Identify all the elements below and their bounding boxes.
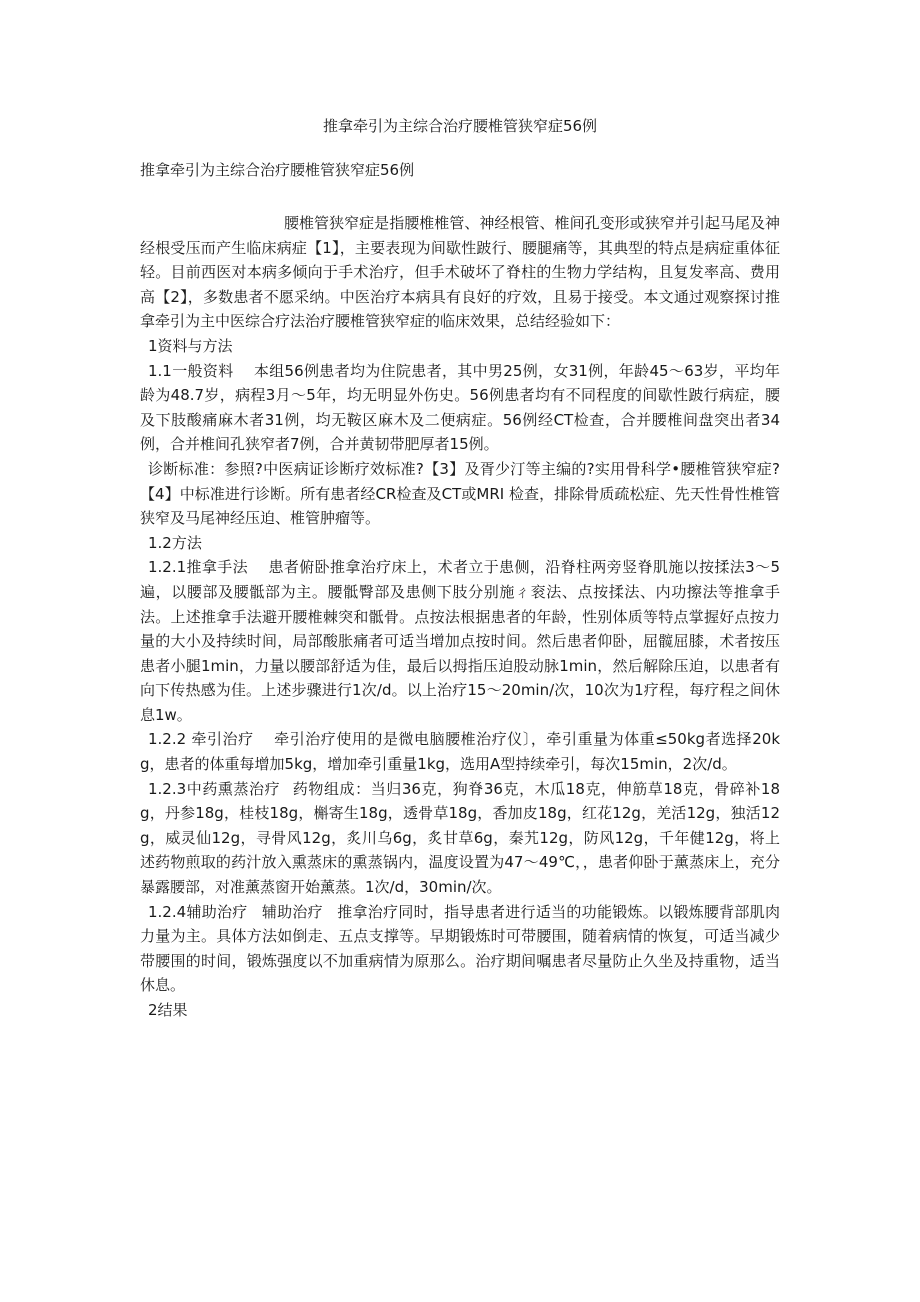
section-1-2-3-heading: 1.2.3中药熏蒸治疗	[148, 779, 281, 798]
section-1-2-1-heading: 1.2.1推拿手法	[148, 558, 249, 577]
section-1-2-2-heading: 1.2.2 牵引治疗	[148, 730, 254, 749]
intro-paragraph: 腰椎管狭窄症是指腰椎椎管、神经根管、椎间孔变形或狭窄并引起马尾及神经根受压而产生临床病症【1】，主要表现为间歇性跛行、腰腿痛等，其典型的特点是病症重体征轻。目前西医对本病多倾向于手术治疗，但手术破坏了脊柱的生物力学结构，且复发率高、费用高【2】，多数患者不愿采纳。中医治疗本病具有良好的疗效，且易于接受。本文通过观察探讨推拿牵引为主中医综合疗法治疗腰椎管狭窄症的临床效果，总结经验如下：	[140, 214, 780, 331]
section-1-2-3-text: 药物组成：当归36克，狗脊36克，木瓜18克，伸筋草18克，骨碎补18g，丹参18g，桂枝18g，槲寄生18g，透骨草18g，香加皮18g，红花12g，羌活12g，独活12g，威灵仙12g，寻骨风12g，炙川乌6g，炙甘草6g，秦艽12g，防风12g，千年健12g，将上述药物煎取的药汁放入熏蒸床的熏蒸锅内，温度设置为47～49℃，，患者仰卧于薰蒸床上，充分暴露腰部，对准薰蒸窗开始薰蒸。1次/d，30min/次。	[140, 779, 780, 897]
section-1-2-heading: 1.2方法	[148, 533, 202, 552]
section-1-2-4-heading: 1.2.4辅助治疗	[148, 902, 248, 921]
section-1-2-4-text: 推拿治疗同时，指导患者进行适当的功能锻炼。以锻炼腰背部肌肉力量为主。具体方法如倒走、五点支撑等。早期锻炼时可带腰围，随着病情的恢复，可适当减少带腰围的时间，锻炼强度以不加重病情为原那么。治疗期间嘱患者尽量防止久坐及持重物，适当休息。	[140, 902, 780, 995]
section-1-1-paragraph	[140, 359, 780, 457]
section-1-2-4-paragraph	[140, 900, 780, 998]
document-title: 推拿牵引为主综合治疗腰椎管狭窄症56例	[322, 117, 598, 135]
section-1-2-3-paragraph	[140, 777, 780, 900]
section-1-heading: 1资料与方法	[148, 336, 233, 355]
section-1-2-4-subheading: 辅助治疗	[261, 902, 323, 921]
section-1-2-2-paragraph	[140, 727, 780, 776]
section-1-2-1-paragraph	[140, 555, 780, 727]
section-1-1-heading: 1.1一般资料	[148, 361, 234, 380]
section-2-heading: 2结果	[148, 1001, 188, 1019]
document-body	[140, 211, 780, 1023]
diagnosis-paragraph: 诊断标准：参照?中医病证诊断疗效标准?【3】及胥少汀等主编的?实用骨科学•腰椎管狭窄症?【4】中标准进行诊断。所有患者经CR检查及CT或MRI 检查，排除骨质疏松症、先天性骨性椎管狭窄及马尾神经压迫、椎管肿瘤等。	[140, 459, 780, 528]
section-1-2-1-text: 患者俯卧推拿治疗床上，术者立于患侧，沿脊柱两旁竖脊肌施以按揉法3～5遍，以腰部及腰骶部为主。腰骶臀部及患侧下肢分别施ㄔ衮法、点按揉法、内功擦法等推拿手法。上述推拿手法避开腰椎棘突和骶骨。点按法根据患者的年龄，性别体质等特点掌握好点按力量的大小及持续时间，局部酸胀痛者可适当增加点按时间。然后患者仰卧，屈髋屈膝，术者按压患者小腿1min，力量以腰部舒适为佳，最后以拇指压迫股动脉1min，然后解除压迫，以患者有向下传热感为佳。上述步骤进行1次/d。以上治疗15～20min/次，10次为1疗程，每疗程之间休息1w。	[140, 558, 780, 724]
section-1-2-2-text: 牵引治疗使用的是微电脑腰椎治疗仪〕，牵引重量为体重≤50kg者选择20kg，患者的体重每增加5kg，增加牵引重量1kg，选用A型持续牵引，每次15min，2次/d。	[140, 730, 780, 774]
document-subtitle: 推拿牵引为主综合治疗腰椎管狭窄症56例	[140, 161, 415, 179]
section-1-1-text: 本组56例患者均为住院患者，其中男25例，女31例，年龄45～63岁，平均年龄为48.7岁，病程3月～5年，均无明显外伤史。56例患者均有不同程度的间歇性跛行病症，腰及下肢酸痛麻木者31例，均无鞍区麻木及二便病症。56例经CT检查，合并腰椎间盘突出者34例，合并椎间孔狭窄者7例，合并黄韧带肥厚者15例。	[140, 361, 780, 454]
